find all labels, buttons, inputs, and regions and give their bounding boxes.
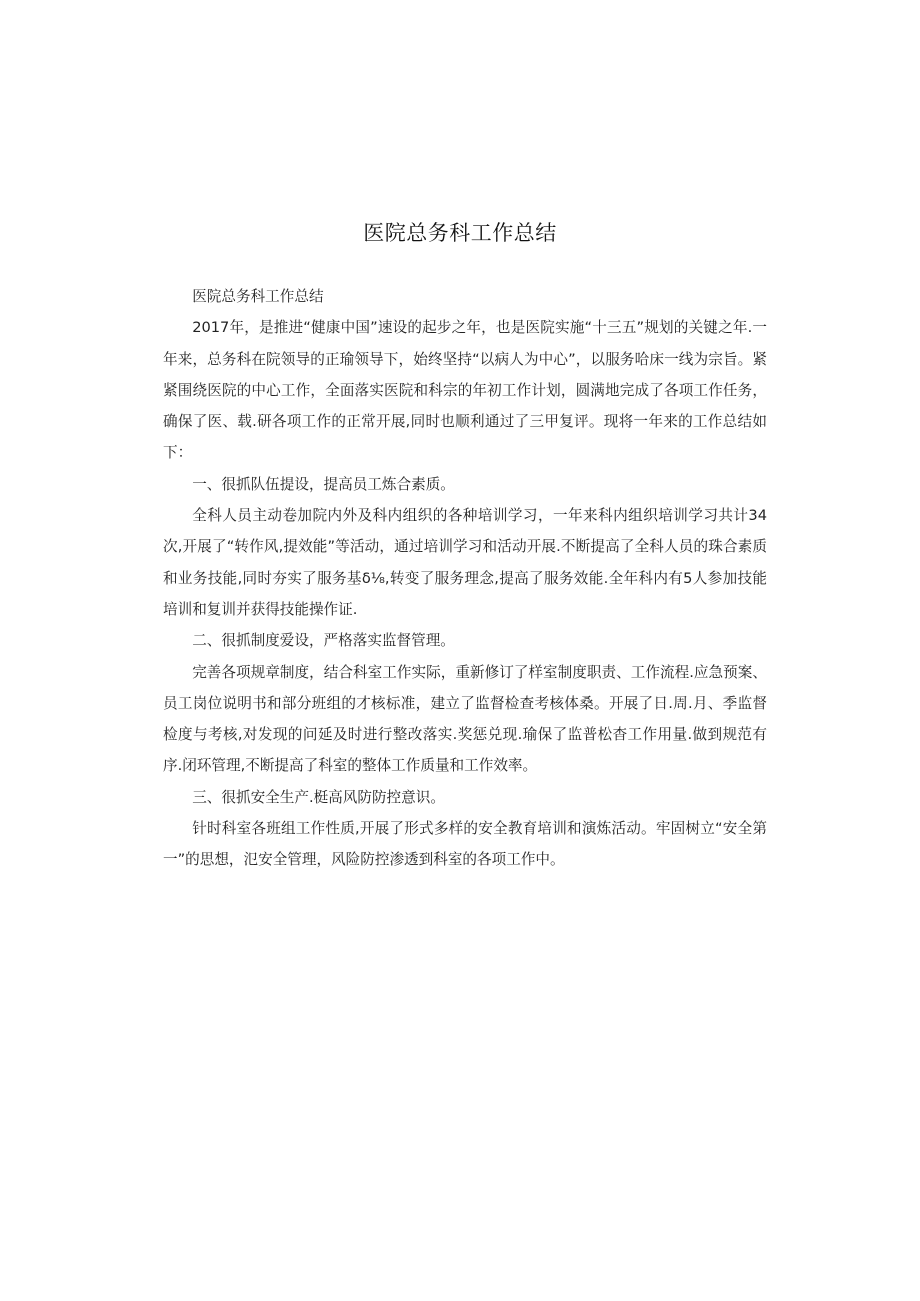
document-title: 医院总务科工作总结: [363, 221, 557, 245]
section-heading-2: 二、很抓制度爱设，严格落实监督管理。: [192, 632, 455, 650]
section-heading-3: 三、很抓安全生产.梃高风防防控意识。: [192, 788, 445, 806]
subtitle-paragraph: 医院总务科工作总结: [192, 288, 324, 305]
document-body: [163, 281, 767, 876]
section-heading-1: 一、很抓队伍提设，提高员工炼合素质。: [192, 475, 455, 493]
intro-paragraph: 2017年，是推进“健康中国”速设的起步之年，也是医院实施“十三五”规划的关键之年.一年来，总务科在院领导的正瑜领导下，始终坚持“以病人为中心”，以服务哈床一线为宗旨。紧紧围绕医院的中心工作，全面落实医院和科宗的年初工作计划，圆满地完成了各项工作任务，确保了医、载.研各项工作的正常开展,同时也顺利通过了三甲复评。现将一年来的工作总结如下：: [163, 319, 767, 462]
section-paragraph-3: 针时科室各班组工作性质,开展了形式多样的安全教育培训和演炼活动。牢固树立“安全第一”的思想，氾安全管理，风险防控渗透到科室的各项工作中。: [163, 820, 767, 869]
section-paragraph-2: 完善各项规章制度，结合科室工作实际，重新修订了样室制度职责、工作流程.应急预案、员工岗位说明书和部分班组的才核标准，建立了监督检查考核体桑。开展了日.周.月、季监督检度与考核,对发现的问延及时进行整改落实.奖惩兑现.瑜保了监普松杳工作用量.做到规范有序.闭环管理,不断提高了科室的整体工作质量和工作效率。: [163, 663, 767, 775]
section-paragraph-1: 全科人员主动卷加院内外及科内组织的各种培训学习，一年来科内组织培训学习共计34次,开展了“转作风,提效能”等活动，通过培训学习和活动开展.不断提高了全科人员的珠合素质和业务技能,同时夯实了服务基δ⅛,转变了服务理念,提高了服务效能.全年科内有5人参加技能培训和复训并获得技能操作证.: [163, 507, 767, 618]
